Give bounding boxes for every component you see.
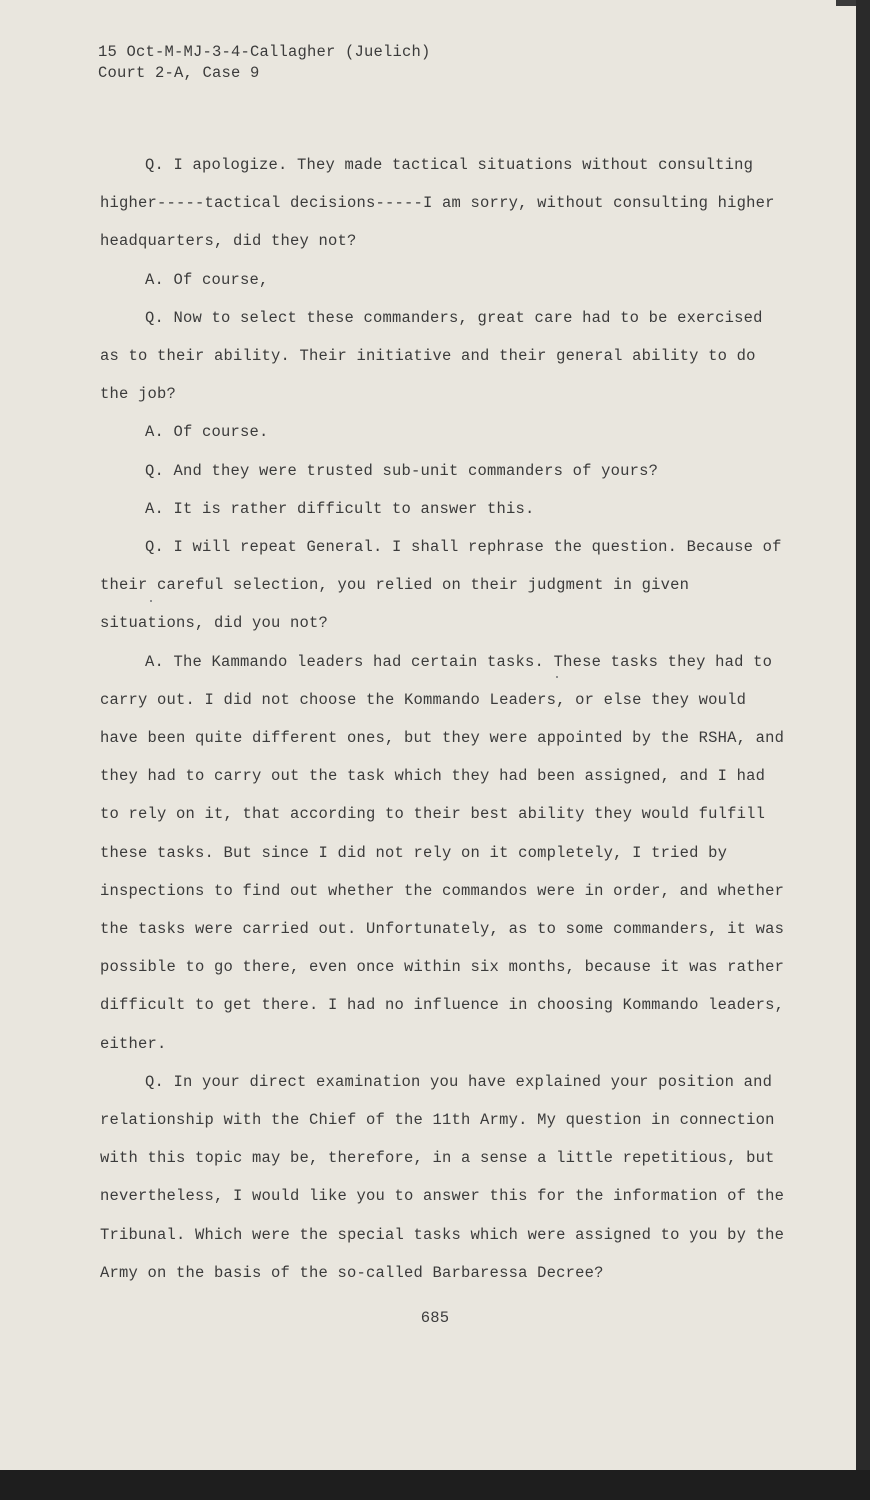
transcript-paragraph: Q. I apologize. They made tactical situations without consulting higher-----tactical decisions-----I am sorry, without consulting higher headquarters, did they not? <box>100 156 775 251</box>
scan-bottom-edge <box>0 1470 870 1500</box>
document-header <box>98 42 431 84</box>
header-line-court: Court 2-A, Case 9 <box>98 64 260 82</box>
scan-speck <box>556 676 558 678</box>
transcript-paragraph: A. The Kammando leaders had certain tasks. These tasks they had to carry out. I did not choose the Kommando Leaders, or else they would have been quite different ones, but they were appointed by the RSHA, and they had to carry out the task which they had been assigned, and I had to rely on it, that according to their best ability they would fulfill these tasks. But since I did not rely on it completely, I tried by inspections to find out whether the commandos were in order, and whether the tasks were carried out. Unfortunately, as to some commanders, it was possible to go there, even once within six months, because it was rather difficult to get there. I had no influence in choosing Kommando leaders, either. <box>100 652 785 1053</box>
header-line-session: 15 Oct-M-MJ-3-4-Callagher (Juelich) <box>98 43 431 61</box>
transcript-body <box>100 146 790 1292</box>
page-number: 685 <box>420 1309 450 1327</box>
transcript-paragraph: Q. I will repeat General. I shall rephrase the question. Because of their careful selection, you relied on their judgment in given situations, did you not? <box>100 538 782 633</box>
transcript-paragraph: A. Of course. <box>145 423 269 442</box>
scan-edge-mark <box>836 0 856 6</box>
transcript-paragraph: Q. Now to select these commanders, great care had to be exercised as to their ability. Their initiative and their general ability to do the job? <box>100 308 763 404</box>
transcript-paragraph: Q. In your direct examination you have explained your position and relationship with the Chief of the 11th Army. My question in connection with this topic may be, therefore, in a sense a little repetitious, but nevertheless, I would like you to answer this for the information of the Tribunal. Which were the special tasks which were assigned to you by the Army on the basis of the so-called Barbaressa Decree? <box>100 1072 785 1282</box>
scan-edge-strip <box>856 0 870 1470</box>
transcript-paragraph: Q. And they were trusted sub-unit commanders of yours? <box>145 461 659 480</box>
transcript-paragraph: A. It is rather difficult to answer this. <box>145 499 535 518</box>
transcript-paragraph: A. Of course, <box>145 270 269 289</box>
scan-speck <box>150 600 152 602</box>
